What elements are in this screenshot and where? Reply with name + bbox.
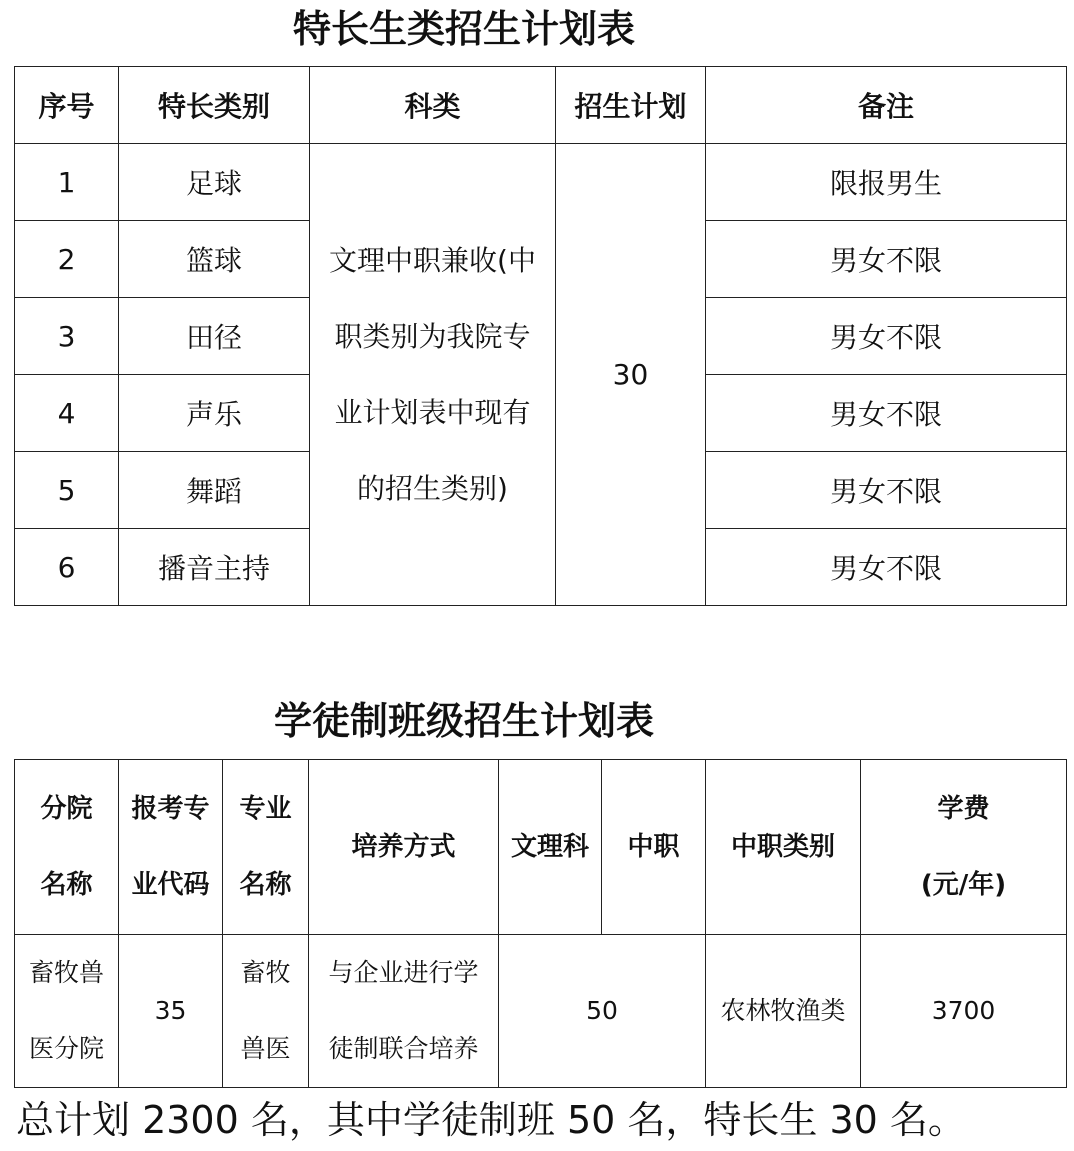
row-note: 男女不限 <box>706 529 1067 606</box>
cell-major-line: 畜牧 <box>240 958 291 987</box>
header-plan: 招生计划 <box>556 67 706 144</box>
header-note: 备注 <box>706 67 1067 144</box>
cell-fee: 3700 <box>861 935 1067 1088</box>
header-no: 序号 <box>15 67 119 144</box>
header-code-line: 报考专 <box>131 794 210 824</box>
row-note: 男女不限 <box>706 298 1067 375</box>
table-header-row <box>15 760 1067 935</box>
header-zhongzhi-type: 中职类别 <box>706 760 861 935</box>
cell-branch-line: 医分院 <box>28 1034 104 1063</box>
header-branch-line: 名称 <box>40 870 93 900</box>
kelei-line: 职类别为我院专 <box>334 319 531 353</box>
header-fee-line: 学费 <box>937 794 990 824</box>
header-major-line: 专业 <box>239 794 292 824</box>
cell-method-line: 徒制联合培养 <box>328 1034 479 1063</box>
header-branch-line: 分院 <box>40 794 93 824</box>
row-no: 4 <box>15 375 119 452</box>
cell-code: 35 <box>119 935 223 1088</box>
row-no: 2 <box>15 221 119 298</box>
kelei-line: 业计划表中现有 <box>334 395 531 429</box>
row-no: 6 <box>15 529 119 606</box>
table-row <box>15 935 1067 1088</box>
header-category: 特长类别 <box>119 67 310 144</box>
row-note: 男女不限 <box>706 452 1067 529</box>
header-code <box>119 760 223 935</box>
table2-title: 学徒制班级招生计划表 <box>273 699 654 743</box>
row-category: 声乐 <box>119 375 310 452</box>
cell-major-line: 兽医 <box>240 1034 291 1063</box>
header-major-line: 名称 <box>239 870 292 900</box>
row-category: 田径 <box>119 298 310 375</box>
kelei-cell <box>310 144 556 606</box>
row-category: 播音主持 <box>119 529 310 606</box>
row-no: 3 <box>15 298 119 375</box>
header-zhongzhi: 中职 <box>602 760 706 935</box>
table1-title: 特长生类招生计划表 <box>292 7 635 51</box>
cell-major <box>223 935 309 1088</box>
row-category: 篮球 <box>119 221 310 298</box>
cell-zhongzhi-type: 农林牧渔类 <box>706 935 861 1088</box>
cell-branch-line: 畜牧兽 <box>28 958 104 987</box>
header-branch <box>15 760 119 935</box>
summary-text: 总计划 2300 名，其中学徒制班 50 名，特长生 30 名。 <box>16 1098 966 1142</box>
row-category: 舞蹈 <box>119 452 310 529</box>
header-fee-line: (元/年) <box>920 870 1007 900</box>
row-note: 男女不限 <box>706 221 1067 298</box>
table-header-row <box>15 67 1067 144</box>
header-wenli: 文理科 <box>499 760 602 935</box>
plan-cell: 30 <box>556 144 706 606</box>
cell-method-line: 与企业进行学 <box>328 958 479 987</box>
row-note: 男女不限 <box>706 375 1067 452</box>
table-row <box>15 144 1067 221</box>
row-no: 5 <box>15 452 119 529</box>
row-category: 足球 <box>119 144 310 221</box>
header-major <box>223 760 309 935</box>
kelei-line: 文理中职兼收(中 <box>329 243 536 277</box>
cell-method <box>309 935 499 1088</box>
kelei-line: 的招生类别) <box>357 471 508 505</box>
header-fee <box>861 760 1067 935</box>
special-talent-table <box>14 66 1067 606</box>
header-kelei: 科类 <box>310 67 556 144</box>
row-no: 1 <box>15 144 119 221</box>
cell-count: 50 <box>499 935 706 1088</box>
header-method: 培养方式 <box>309 760 499 935</box>
cell-branch <box>15 935 119 1088</box>
header-code-line: 业代码 <box>131 870 210 900</box>
apprentice-table <box>14 759 1067 1088</box>
row-note: 限报男生 <box>706 144 1067 221</box>
